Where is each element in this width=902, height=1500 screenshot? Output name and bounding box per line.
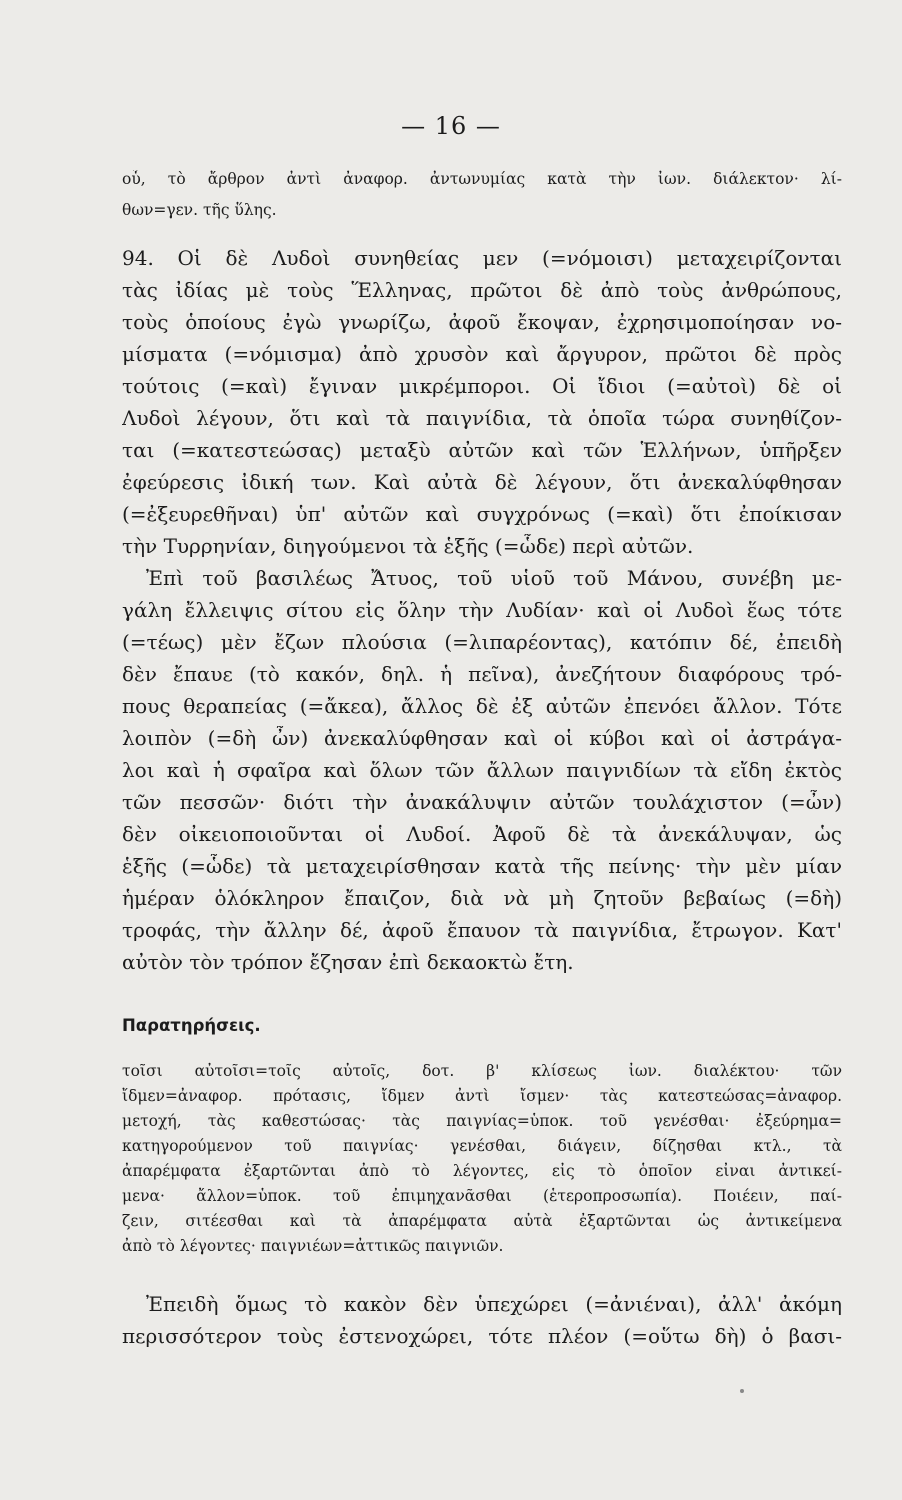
paragraph-2-line: τῶν πεσσῶν· διότι τὴν ἀνακάλυψιν αὐτῶν τουλάχιστον (=ὦν) xyxy=(122,790,842,814)
paragraph-2-line: Ἐπὶ τοῦ βασιλέως Ἄτυος, τοῦ υἱοῦ τοῦ Μάνου, συνέβη με- xyxy=(146,566,842,590)
paragraph-2-line: λοι καὶ ἡ σφαῖρα καὶ ὅλων τῶν ἄλλων παιγνιδίων τὰ εἴδη ἐκτὸς xyxy=(122,758,842,782)
paragraph-1-line: ἐφεύρεσις ἰδική των. Καὶ αὐτὰ δὲ λέγουν, ὅτι ἀνεκαλύφθησαν xyxy=(122,470,842,494)
paragraph-1-line: τούτοις (=καὶ) ἔγιναν μικρέμποροι. Οἱ ἴδιοι (=αὐτοὶ) δὲ οἱ xyxy=(122,374,842,398)
paragraph-1-line: τὰς ἰδίας μὲ τοὺς Ἕλληνας, πρῶτοι δὲ ἀπὸ τοὺς ἀνθρώπους, xyxy=(122,278,842,302)
paragraph-2-line: δὲν οἰκειοποιοῦνται οἱ Λυδοί. Ἀφοῦ δὲ τὰ ἀνεκάλυψαν, ὡς xyxy=(122,822,842,846)
paragraph-2-line: (=τέως) μὲν ἔζων πλούσια (=λιπαρέοντας), κατόπιν δέ, ἐπειδὴ xyxy=(122,630,842,654)
note-line: ἴδμεν=ἀναφορ. πρότασις, ἴδμεν ἀντὶ ἴσμεν· τὰς κατεστεώσας=ἀναφορ. xyxy=(122,1087,842,1105)
page-number: — 16 — xyxy=(401,112,501,140)
paragraph-1-line: ται (=κατεστεώσας) μεταξὺ αὐτῶν καὶ τῶν Ἑλλήνων, ὑπῆρξεν xyxy=(122,438,842,462)
paragraph-2-line: τροφάς, τὴν ἄλλην δέ, ἀφοῦ ἔπαυον τὰ παιγνίδια, ἔτρωγον. Κατ' xyxy=(122,918,842,942)
paragraph-2-line: ἡμέραν ὁλόκληρον ἔπαιζον, διὰ νὰ μὴ ζητοῦν βεβαίως (=δὴ) xyxy=(122,886,842,910)
paragraph-1-line: τὴν Τυρρηνίαν, διηγούμενοι τὰ ἑξῆς (=ὧδε) περὶ αὐτῶν. xyxy=(122,534,694,558)
note-line: ἀπὸ τὸ λέγοντες· παιγνιέων=ἀττικῶς παιγνιῶν. xyxy=(122,1237,504,1255)
paper-speck xyxy=(740,1389,744,1393)
top-note-line: θων=γεν. τῆς ὕλης. xyxy=(122,201,277,219)
paragraph-1-line: τοὺς ὁποίους ἐγὼ γνωρίζω, ἀφοῦ ἔκοψαν, ἐχρησιμοποίησαν νο- xyxy=(122,310,842,334)
paragraph-2-line: δὲν ἔπαυε (τὸ κακόν, δηλ. ἡ πεῖνα), ἀνεζήτουν διαφόρους τρό- xyxy=(122,662,842,686)
note-line: ζειν, σιτέεσθαι καὶ τὰ ἀπαρέμφατα αὐτὰ ἐξαρτῶνται ὡς ἀντικείμενα xyxy=(122,1212,842,1230)
paragraph-2-line: ἑξῆς (=ὧδε) τὰ μεταχειρίσθησαν κατὰ τῆς πείνης· τὴν μὲν μίαν xyxy=(122,854,842,878)
notes-heading: Παρατηρήσεις. xyxy=(122,1016,261,1035)
note-line: ἀπαρέμφατα ἐξαρτῶνται ἀπὸ τὸ λέγοντες, εἰς τὸ ὁποῖον εἶναι ἀντικεί- xyxy=(122,1162,842,1180)
note-line: κατηγορούμενον τοῦ παιγνίας· γενέσθαι, διάγειν, δίζησθαι κτλ., τὰ xyxy=(122,1137,842,1155)
top-note-line: οὗ, τὸ ἄρθρον ἀντὶ ἀναφορ. ἀντωνυμίας κατὰ τὴν ἰων. διάλεκτον· λί- xyxy=(122,170,842,188)
paragraph-2-line: αὐτὸν τὸν τρόπον ἔζησαν ἐπὶ δεκαοκτὼ ἔτη. xyxy=(122,950,574,974)
paragraph-3-line: Ἐπειδὴ ὅμως τὸ κακὸν δὲν ὑπεχώρει (=ἀνιέναι), ἀλλ' ἀκόμη xyxy=(146,1292,842,1316)
paragraph-1-line: (=ἐξευρεθῆναι) ὑπ' αὐτῶν καὶ συγχρόνως (=καὶ) ὅτι ἐποίκισαν xyxy=(122,502,842,526)
paragraph-2-line: πους θεραπείας (=ἄκεα), ἄλλος δὲ ἐξ αὐτῶν ἐπενόει ἄλλον. Τότε xyxy=(122,694,842,718)
paragraph-2-line: γάλη ἔλλειψις σίτου εἰς ὅλην τὴν Λυδίαν· καὶ οἱ Λυδοὶ ἕως τότε xyxy=(122,598,842,622)
paragraph-2-line: λοιπὸν (=δὴ ὦν) ἀνεκαλύφθησαν καὶ οἱ κύβοι καὶ οἱ ἀστράγα- xyxy=(122,726,842,750)
note-line: μενα· ἄλλον=ὑποκ. τοῦ ἐπιμηχανᾶσθαι (ἑτεροπροσωπία). Ποιέειν, παί- xyxy=(122,1187,842,1205)
note-line: μετοχή, τὰς καθεστώσας· τὰς παιγνίας=ὑποκ. τοῦ γενέσθαι· ἐξεύρημα= xyxy=(122,1112,842,1130)
paragraph-3-line: περισσότερον τοὺς ἐστενοχώρει, τότε πλέον (=οὕτω δὴ) ὁ βασι- xyxy=(122,1324,842,1348)
paragraph-1-line: 94. Οἱ δὲ Λυδοὶ συνηθείας μεν (=νόμοισι) μεταχειρίζονται xyxy=(122,246,842,270)
paragraph-1-line: μίσματα (=νόμισμα) ἀπὸ χρυσὸν καὶ ἄργυρον, πρῶτοι δὲ πρὸς xyxy=(122,342,842,366)
note-line: τοῖσι αὐτοῖσι=τοῖς αὐτοῖς, δοτ. β' κλίσεως ἰων. διαλέκτου· τῶν xyxy=(122,1062,842,1080)
paragraph-1-line: Λυδοὶ λέγουν, ὅτι καὶ τὰ παιγνίδια, τὰ ὁποῖα τώρα συνηθίζον- xyxy=(122,406,842,430)
